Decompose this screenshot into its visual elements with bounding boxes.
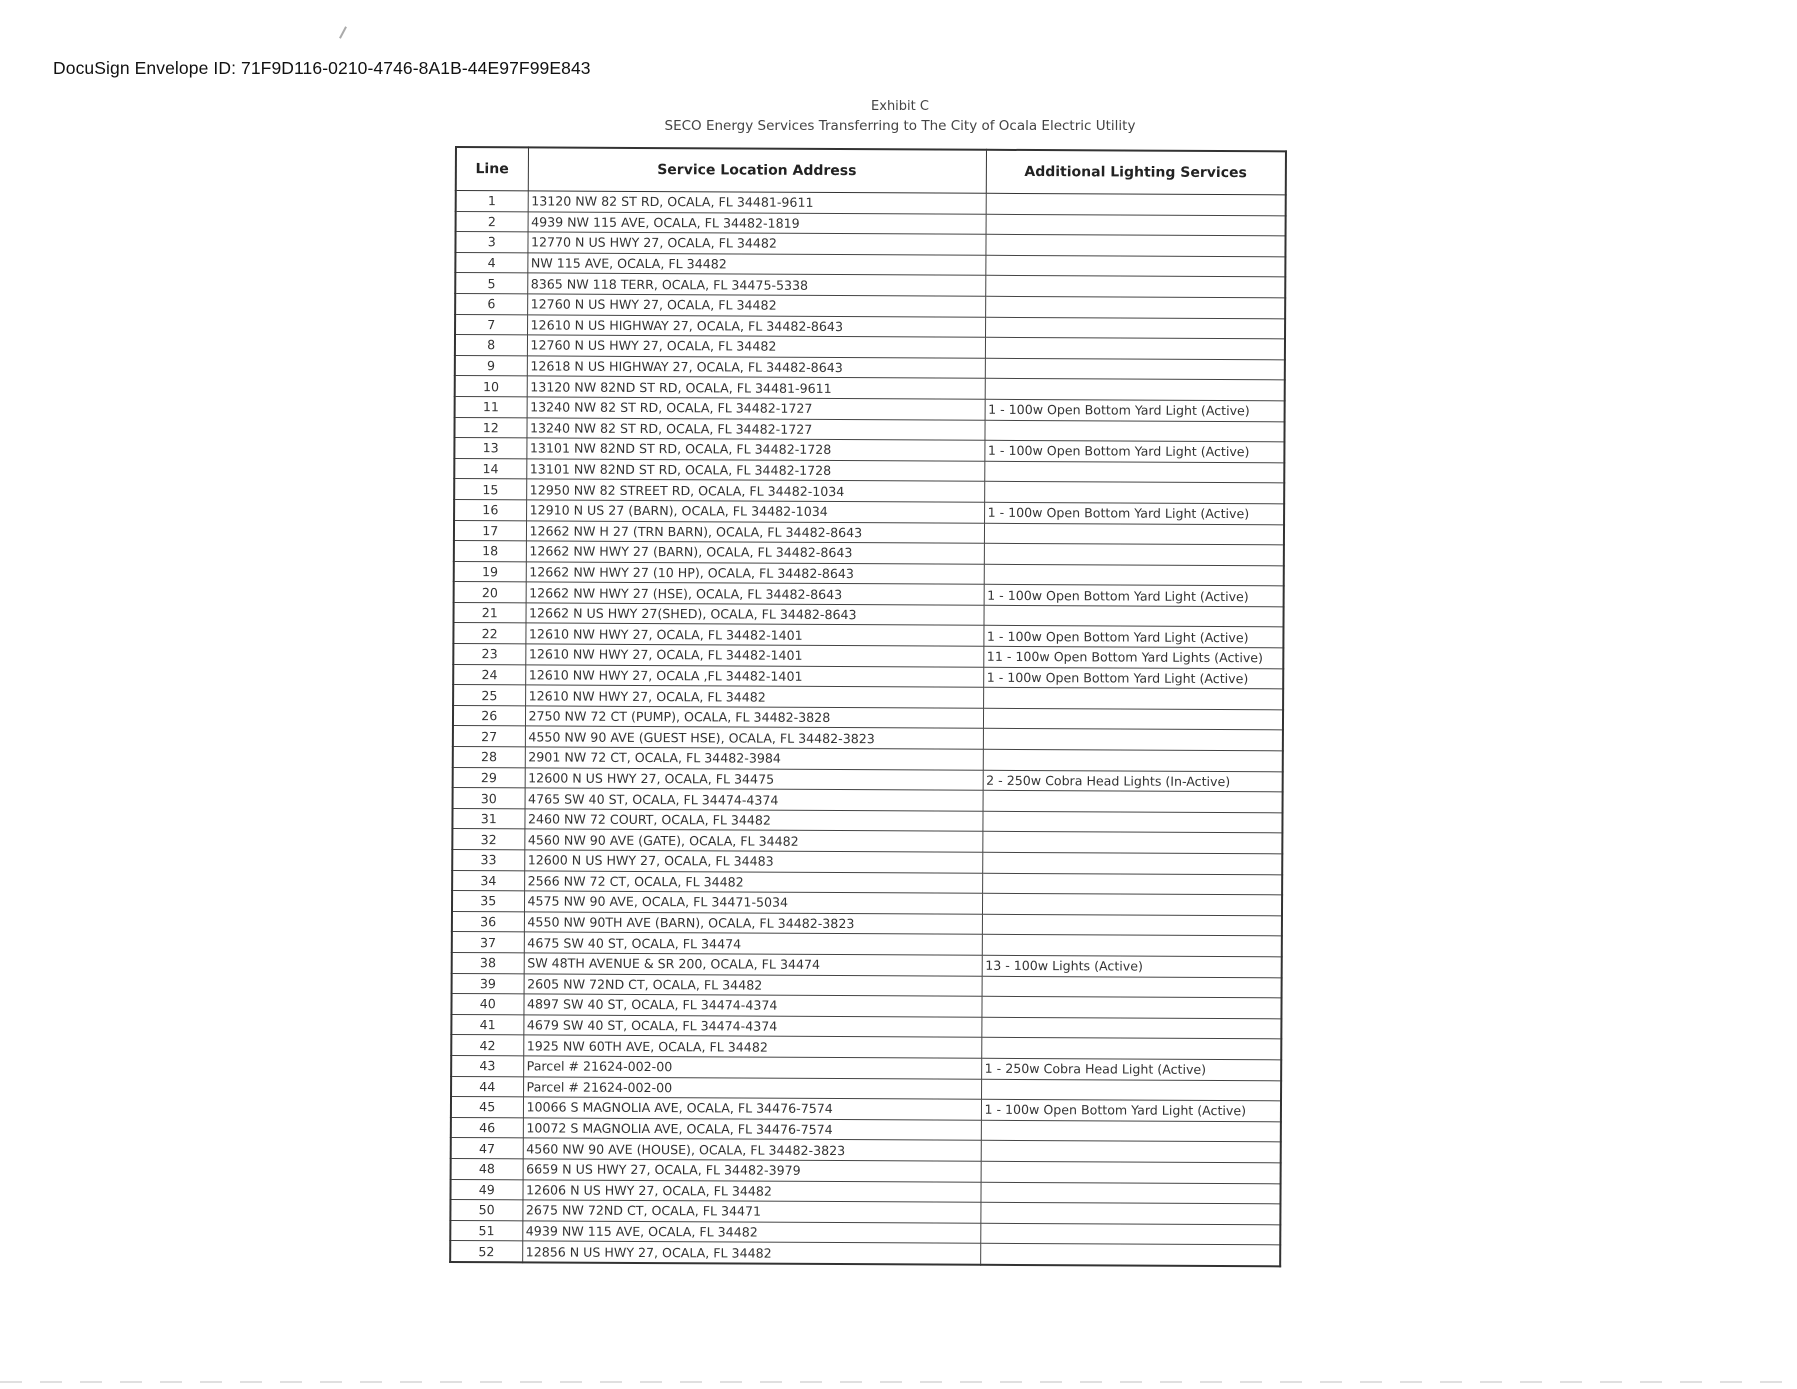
lighting-services-cell [981,1141,1281,1163]
service-address-cell: 12770 N US HWY 27, OCALA, FL 34482 [527,232,985,255]
service-address-cell: 12662 NW HWY 27 (HSE), OCALA, FL 34482-8643 [526,582,984,605]
service-address-cell: 13240 NW 82 ST RD, OCALA, FL 34482-1727 [527,397,985,420]
header-line: Line [456,147,528,191]
service-address-cell: 12950 NW 82 STREET RD, OCALA, FL 34482-1034 [526,479,984,502]
service-address-cell: 1925 NW 60TH AVE, OCALA, FL 34482 [523,1035,981,1058]
line-number-cell: 31 [452,808,524,829]
lighting-services-cell: 1 - 100w Open Bottom Yard Light (Active) [984,440,1284,462]
table-row [450,1241,1280,1266]
header-service-location-address: Service Location Address [528,147,986,193]
lighting-services-cell [984,420,1284,442]
service-address-cell: 8365 NW 118 TERR, OCALA, FL 34475-5338 [527,273,985,296]
service-address-cell: 4765 SW 40 ST, OCALA, FL 34474-4374 [525,788,983,811]
header-additional-lighting-services: Additional Lighting Services [986,150,1286,195]
service-address-cell: 12662 N US HWY 27(SHED), OCALA, FL 34482-8643 [526,603,984,626]
line-number-cell: 23 [453,644,525,665]
line-number-cell: 9 [455,355,527,376]
scan-artifact-line [0,1381,1797,1383]
lighting-services-cell [983,790,1283,812]
service-address-cell: 12662 NW HWY 27 (BARN), OCALA, FL 34482-8643 [526,541,984,564]
lighting-services-cell [983,605,1283,627]
exhibit-subtitle: SECO Energy Services Transferring to The City of Ocala Electric Utility [664,118,1136,134]
table-header-row [456,147,1286,195]
line-number-cell: 24 [453,664,525,685]
line-number-cell: 28 [453,747,525,768]
service-address-cell: 12600 N US HWY 27, OCALA, FL 34475 [525,767,983,790]
table-body [450,191,1286,1267]
lighting-services-cell [982,852,1282,874]
line-number-cell: 33 [452,849,524,870]
lighting-services-cell [982,914,1282,936]
service-address-cell: 13120 NW 82 ST RD, OCALA, FL 34481-9611 [528,191,986,214]
lighting-services-cell [981,1017,1281,1039]
line-number-cell: 50 [450,1200,522,1221]
lighting-services-cell [984,482,1284,504]
lighting-services-cell [981,1161,1281,1183]
lighting-services-cell [985,379,1285,401]
lighting-services-cell: 1 - 100w Open Bottom Yard Light (Active) [981,1099,1281,1121]
line-number-cell: 40 [451,994,523,1015]
service-address-cell: 2460 NW 72 COURT, OCALA, FL 34482 [524,809,982,832]
service-address-cell: 4939 NW 115 AVE, OCALA, FL 34482-1819 [528,211,986,234]
service-address-cell: 13101 NW 82ND ST RD, OCALA, FL 34482-1728 [526,438,984,461]
lighting-services-cell: 1 - 100w Open Bottom Yard Light (Active) [985,399,1285,421]
service-address-cell: 12610 NW HWY 27, OCALA, FL 34482-1401 [525,623,983,646]
service-address-cell: 6659 N US HWY 27, OCALA, FL 34482-3979 [523,1159,981,1182]
line-number-cell: 16 [454,499,526,520]
service-location-table [449,146,1287,1267]
line-number-cell: 13 [454,438,526,459]
line-number-cell: 5 [455,273,527,294]
service-address-cell: 12606 N US HWY 27, OCALA, FL 34482 [522,1179,980,1202]
line-number-cell: 12 [454,417,526,438]
lighting-services-cell [982,811,1282,833]
service-table-container [449,146,1287,1267]
service-address-cell: 10066 S MAGNOLIA AVE, OCALA, FL 34476-7574 [523,1097,981,1120]
line-number-cell: 3 [455,232,527,253]
line-number-cell: 21 [454,602,526,623]
lighting-services-cell [982,832,1282,854]
line-number-cell: 20 [454,582,526,603]
service-address-cell: 12618 N US HIGHWAY 27, OCALA, FL 34482-8643 [527,356,985,379]
service-address-cell: 13120 NW 82ND ST RD, OCALA, FL 34481-9611 [527,376,985,399]
line-number-cell: 32 [452,829,524,850]
lighting-services-cell [984,564,1284,586]
service-address-cell: 2901 NW 72 CT, OCALA, FL 34482-3984 [525,747,983,770]
lighting-services-cell: 1 - 100w Open Bottom Yard Light (Active) [983,667,1283,689]
service-address-cell: 12662 NW HWY 27 (10 HP), OCALA, FL 34482-8643 [526,562,984,585]
line-number-cell: 46 [451,1117,523,1138]
lighting-services-cell [980,1182,1280,1204]
service-address-cell: 4897 SW 40 ST, OCALA, FL 34474-4374 [523,994,981,1017]
service-address-cell: 12610 NW HWY 27, OCALA, FL 34482-1401 [525,644,983,667]
service-address-cell: 12856 N US HWY 27, OCALA, FL 34482 [522,1241,980,1264]
service-address-cell: 4560 NW 90 AVE (GATE), OCALA, FL 34482 [524,829,982,852]
service-address-cell: NW 115 AVE, OCALA, FL 34482 [527,253,985,276]
service-address-cell: 13101 NW 82ND ST RD, OCALA, FL 34482-1728 [526,459,984,482]
lighting-services-cell [985,276,1285,298]
line-number-cell: 10 [455,376,527,397]
lighting-services-cell: 1 - 100w Open Bottom Yard Light (Active) [984,585,1284,607]
lighting-services-cell [982,976,1282,998]
lighting-services-cell [984,461,1284,483]
lighting-services-cell [982,873,1282,895]
service-address-cell: 12662 NW H 27 (TRN BARN), OCALA, FL 34482-8643 [526,520,984,543]
lighting-services-cell [985,234,1285,256]
lighting-services-cell: 1 - 100w Open Bottom Yard Light (Active) [984,502,1284,524]
lighting-services-cell [985,255,1285,277]
line-number-cell: 14 [454,458,526,479]
line-number-cell: 2 [456,211,528,232]
lighting-services-cell: 1 - 250w Cobra Head Light (Active) [981,1058,1281,1080]
service-address-cell: 2566 NW 72 CT, OCALA, FL 34482 [524,870,982,893]
service-address-cell: 12760 N US HWY 27, OCALA, FL 34482 [527,294,985,317]
line-number-cell: 45 [451,1097,523,1118]
service-address-cell: 4939 NW 115 AVE, OCALA, FL 34482 [522,1221,980,1244]
line-number-cell: 44 [451,1076,523,1097]
line-number-cell: 25 [453,685,525,706]
service-address-cell: 4560 NW 90 AVE (HOUSE), OCALA, FL 34482-3823 [523,1138,981,1161]
lighting-services-cell [986,214,1286,236]
lighting-services-cell: 2 - 250w Cobra Head Lights (In-Active) [983,770,1283,792]
lighting-services-cell [985,317,1285,339]
service-address-cell: 12610 N US HIGHWAY 27, OCALA, FL 34482-8643 [527,314,985,337]
service-address-cell: 4550 NW 90 AVE (GUEST HSE), OCALA, FL 34482-3823 [525,726,983,749]
service-address-cell: 4675 SW 40 ST, OCALA, FL 34474 [524,932,982,955]
line-number-cell: 38 [452,952,524,973]
service-address-cell: 12610 NW HWY 27, OCALA, FL 34482 [525,685,983,708]
line-number-cell: 37 [452,932,524,953]
service-address-cell: 12600 N US HWY 27, OCALA, FL 34483 [524,850,982,873]
service-address-cell: 2675 NW 72ND CT, OCALA, FL 34471 [522,1200,980,1223]
line-number-cell: 36 [452,911,524,932]
line-number-cell: 22 [453,623,525,644]
line-number-cell: 8 [455,335,527,356]
lighting-services-cell: 13 - 100w Lights (Active) [982,955,1282,977]
lighting-services-cell [983,749,1283,771]
line-number-cell: 39 [452,973,524,994]
service-address-cell: Parcel # 21624-002-00 [523,1076,981,1099]
line-number-cell: 30 [453,788,525,809]
lighting-services-cell [985,337,1285,359]
lighting-services-cell [983,708,1283,730]
lighting-services-cell [984,523,1284,545]
line-number-cell: 41 [451,1014,523,1035]
lighting-services-cell [983,688,1283,710]
line-number-cell: 49 [450,1179,522,1200]
lighting-services-cell [980,1223,1280,1245]
line-number-cell: 35 [452,891,524,912]
line-number-cell: 47 [451,1138,523,1159]
lighting-services-cell: 11 - 100w Open Bottom Yard Lights (Active) [983,646,1283,668]
line-number-cell: 7 [455,314,527,335]
line-number-cell: 17 [454,520,526,541]
lighting-services-cell [982,893,1282,915]
line-number-cell: 18 [454,541,526,562]
line-number-cell: 48 [451,1158,523,1179]
line-number-cell: 51 [450,1220,522,1241]
line-number-cell: 15 [454,479,526,500]
line-number-cell: 29 [453,767,525,788]
service-address-cell: 12910 N US 27 (BARN), OCALA, FL 34482-1034 [526,500,984,523]
lighting-services-cell [982,935,1282,957]
service-address-cell: 10072 S MAGNOLIA AVE, OCALA, FL 34476-7574 [523,1118,981,1141]
lighting-services-cell [981,1038,1281,1060]
line-number-cell: 1 [456,191,528,212]
lighting-services-cell [983,729,1283,751]
service-address-cell: 4550 NW 90TH AVE (BARN), OCALA, FL 34482-3823 [524,912,982,935]
line-number-cell: 27 [453,726,525,747]
service-address-cell: 4679 SW 40 ST, OCALA, FL 34474-4374 [523,1015,981,1038]
lighting-services-cell [981,1079,1281,1101]
service-address-cell: 13240 NW 82 ST RD, OCALA, FL 34482-1727 [526,417,984,440]
service-address-cell: 12760 N US HWY 27, OCALA, FL 34482 [527,335,985,358]
service-address-cell: 12610 NW HWY 27, OCALA ,FL 34482-1401 [525,665,983,688]
exhibit-title: Exhibit C [871,99,929,114]
lighting-services-cell [981,996,1281,1018]
line-number-cell: 11 [455,396,527,417]
service-address-cell: Parcel # 21624-002-00 [523,1056,981,1079]
line-number-cell: 52 [450,1241,522,1262]
service-address-cell: 2750 NW 72 CT (PUMP), OCALA, FL 34482-3828 [525,706,983,729]
line-number-cell: 19 [454,561,526,582]
lighting-services-cell [980,1202,1280,1224]
service-address-cell: SW 48TH AVENUE & SR 200, OCALA, FL 34474 [524,953,982,976]
service-address-cell: 2605 NW 72ND CT, OCALA, FL 34482 [524,973,982,996]
lighting-services-cell: 1 - 100w Open Bottom Yard Light (Active) [983,626,1283,648]
line-number-cell: 43 [451,1055,523,1076]
lighting-services-cell [986,193,1286,215]
line-number-cell: 26 [453,705,525,726]
lighting-services-cell [981,1120,1281,1142]
line-number-cell: 6 [455,293,527,314]
lighting-services-cell [985,358,1285,380]
service-address-cell: 4575 NW 90 AVE, OCALA, FL 34471-5034 [524,891,982,914]
line-number-cell: 42 [451,1035,523,1056]
lighting-services-cell [980,1244,1280,1267]
docusign-envelope-id: DocuSign Envelope ID: 71F9D116-0210-4746-8A1B-44E97F99E843 [53,58,591,78]
lighting-services-cell [985,296,1285,318]
line-number-cell: 34 [452,870,524,891]
line-number-cell: 4 [455,252,527,273]
pen-mark [339,26,347,38]
lighting-services-cell [984,543,1284,565]
